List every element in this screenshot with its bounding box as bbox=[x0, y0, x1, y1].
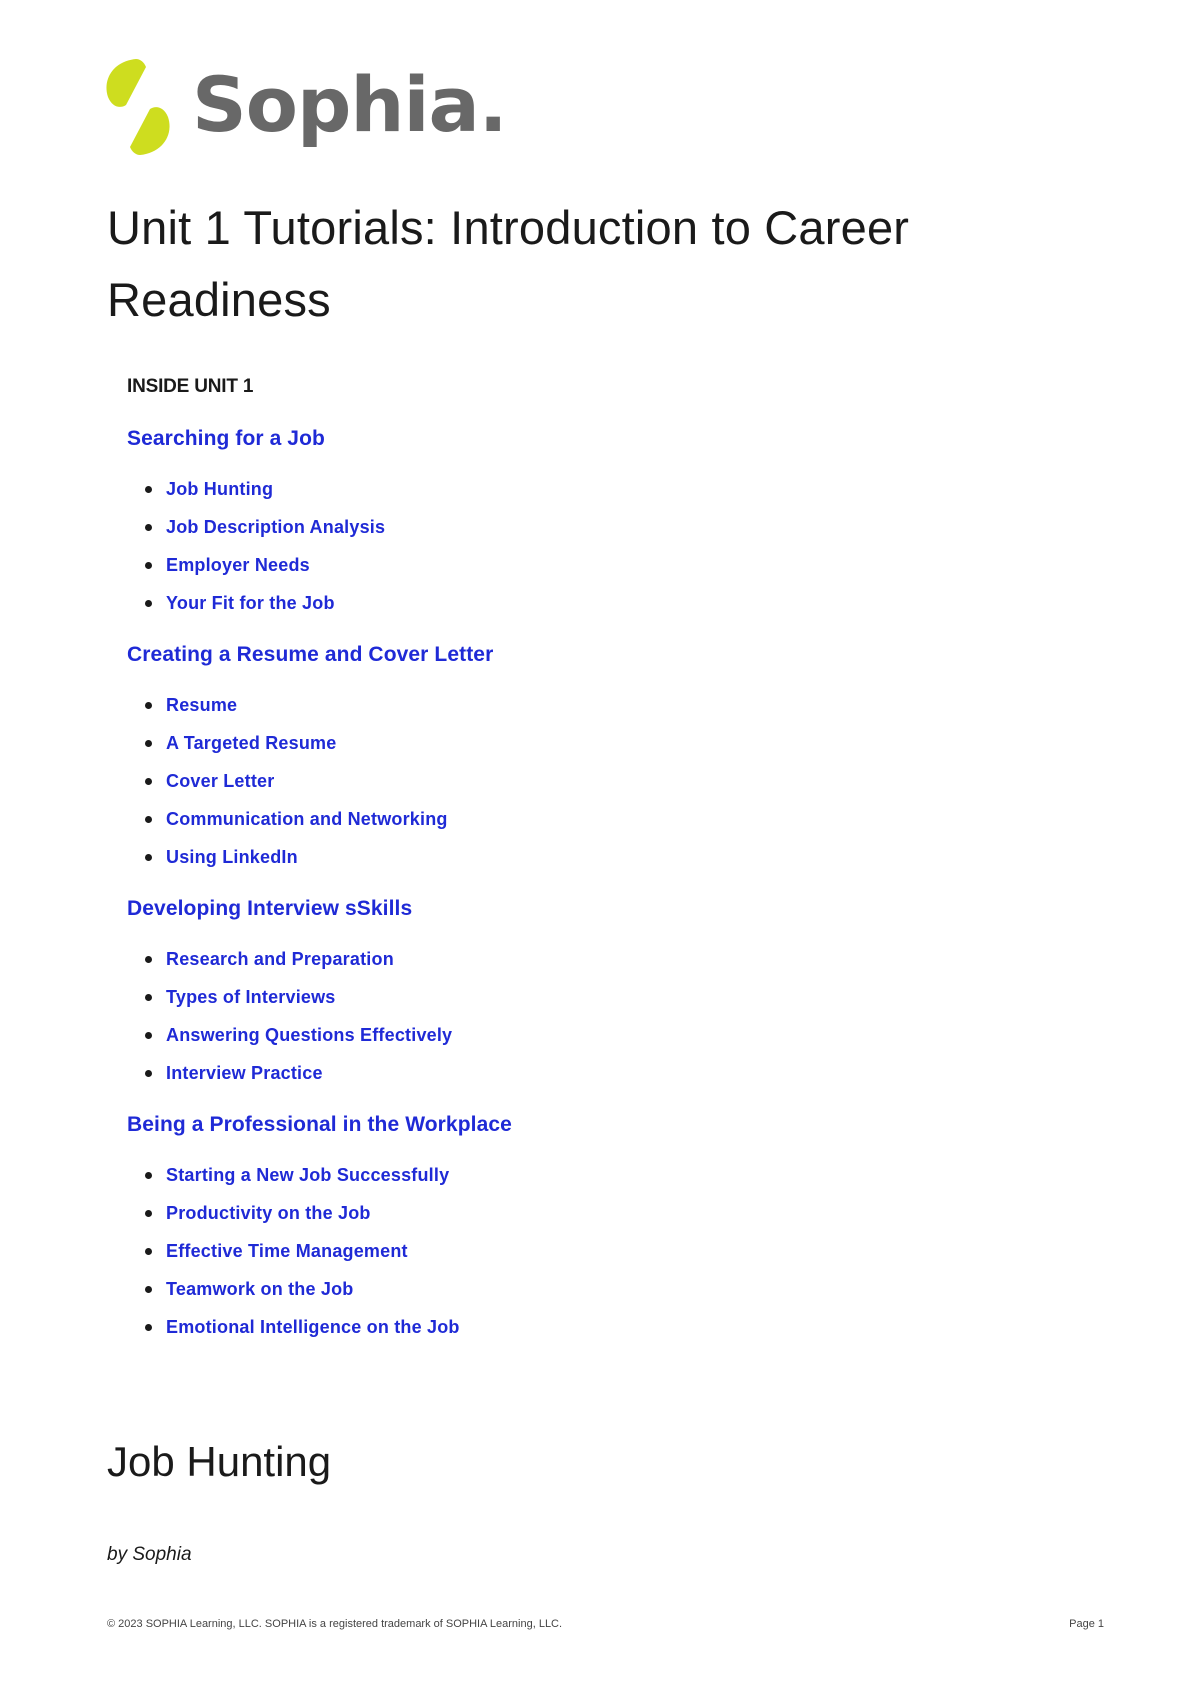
toc-link[interactable]: Communication and Networking bbox=[127, 800, 1027, 838]
toc-link[interactable]: Job Hunting bbox=[127, 470, 1027, 508]
section-link-developing-interview-skills[interactable]: Developing Interview sSkills bbox=[127, 897, 413, 920]
toc-section bbox=[127, 890, 1027, 1092]
toc-link[interactable]: Answering Questions Effectively bbox=[127, 1016, 1027, 1054]
toc-link[interactable]: Teamwork on the Job bbox=[127, 1270, 1027, 1308]
section-link-being-a-professional[interactable]: Being a Professional in the Workplace bbox=[127, 1113, 512, 1136]
toc-section bbox=[127, 420, 1027, 622]
toc-section bbox=[127, 636, 1027, 876]
toc-link[interactable]: Effective Time Management bbox=[127, 1232, 1027, 1270]
toc-link[interactable]: Your Fit for the Job bbox=[127, 584, 1027, 622]
toc-link[interactable]: A Targeted Resume bbox=[127, 724, 1027, 762]
toc-link[interactable]: Cover Letter bbox=[127, 762, 1027, 800]
toc-link[interactable]: Starting a New Job Successfully bbox=[127, 1156, 1027, 1194]
toc-link[interactable]: Job Description Analysis bbox=[127, 508, 1027, 546]
footer-page-number: Page 1 bbox=[1069, 1618, 1104, 1630]
toc-link[interactable]: Resume bbox=[127, 686, 1027, 724]
author-byline: by Sophia bbox=[107, 1544, 192, 1565]
section-items bbox=[127, 686, 1027, 876]
footer-copyright: © 2023 SOPHIA Learning, LLC. SOPHIA is a registered trademark of SOPHIA Learning, LLC. bbox=[107, 1618, 563, 1630]
tutorial-heading: Job Hunting bbox=[107, 1438, 332, 1485]
inside-unit-label: INSIDE UNIT 1 bbox=[127, 376, 254, 397]
sophia-logo bbox=[102, 52, 507, 162]
sophia-s-mark-icon bbox=[102, 57, 174, 157]
brand-wordmark: Sophia. bbox=[192, 60, 507, 149]
toc-link[interactable]: Research and Preparation bbox=[127, 940, 1027, 978]
toc-link[interactable]: Types of Interviews bbox=[127, 978, 1027, 1016]
section-link-searching-for-a-job[interactable]: Searching for a Job bbox=[127, 427, 325, 450]
toc-link[interactable]: Using LinkedIn bbox=[127, 838, 1027, 876]
section-link-creating-a-resume[interactable]: Creating a Resume and Cover Letter bbox=[127, 643, 494, 666]
section-items bbox=[127, 1156, 1027, 1346]
toc-link[interactable]: Emotional Intelligence on the Job bbox=[127, 1308, 1027, 1346]
document-title: Unit 1 Tutorials: Introduction to Career Readiness bbox=[107, 201, 910, 326]
section-items bbox=[127, 470, 1027, 622]
toc-link[interactable]: Productivity on the Job bbox=[127, 1194, 1027, 1232]
unit-table-of-contents bbox=[127, 420, 1027, 1360]
toc-link[interactable]: Interview Practice bbox=[127, 1054, 1027, 1092]
section-items bbox=[127, 940, 1027, 1092]
toc-section bbox=[127, 1106, 1027, 1346]
toc-link[interactable]: Employer Needs bbox=[127, 546, 1027, 584]
